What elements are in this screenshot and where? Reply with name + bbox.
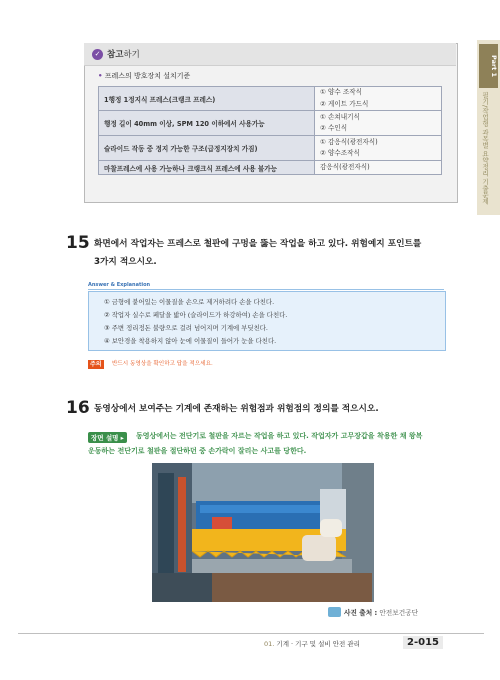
question-16-number: 16 — [66, 398, 90, 418]
question-15-text: 화면에서 작업자는 프레스로 철판에 구멍을 뚫는 작업을 하고 있다. 위험예지 포인트를 3가지 적으시오. — [94, 239, 422, 267]
note-badge: 주의 — [90, 361, 102, 368]
footer-divider — [18, 633, 484, 634]
scene-description-line2: 운동하는 전단기로 철판을 절단하던 중 손가락이 잘리는 사고를 당한다. — [88, 447, 307, 455]
table-row — [99, 87, 442, 111]
table-condition-cell: 행정 길이 40mm 이상, SPM 120 이하에서 사용가능 — [99, 111, 315, 136]
question-15-number: 15 — [66, 233, 90, 253]
table-device-cell: ① 양수 조작식 ② 게이트 가드식 — [315, 87, 442, 111]
scene-description-line1: 동영상에서는 전단기로 철판을 자르는 작업을 하고 있다. 작업자가 고무장갑을 착용한 채 왕복 — [136, 432, 423, 440]
table-condition-cell: 슬라이드 작동 중 정지 가능한 구조(급정지장치 가짐) — [99, 136, 315, 161]
answer-item: ① 금형에 붙어있는 이물질을 손으로 제거하려다 손을 다친다. — [104, 298, 275, 306]
answer-divider — [88, 289, 444, 290]
footer-chapter: 01. 기계 · 기구 및 설비 안전 관리 — [264, 640, 360, 648]
scene-description-badge: 장면 설명 ▸ — [88, 432, 127, 443]
press-guard-table — [98, 86, 442, 175]
side-tab-text: 필기/작업형 과목별 요약정리 기출문제 — [481, 92, 489, 205]
reference-subtitle: • 프레스의 방호장치 설치기준 — [98, 72, 191, 80]
question-16-text: 동영상에서 보여주는 기계에 존재하는 위험점과 위험점의 정의를 적으시오. — [94, 404, 379, 414]
table-row — [99, 161, 442, 175]
answer-item: ④ 보안경을 착용하지 않아 눈에 이물질이 들어가 눈을 다친다. — [104, 337, 277, 345]
answer-item: ③ 주변 정리정돈 불량으로 걸려 넘어지며 기계에 부딪친다. — [104, 324, 268, 332]
photo-caption: 사진 출처 : 안전보건공단 — [344, 609, 419, 617]
photo-source-icon — [328, 607, 341, 617]
answer-item: ② 작업자 실수로 페달을 밟아 (슬라이드가 하강하여) 손을 다친다. — [104, 311, 288, 319]
page-number: 2-015 — [403, 636, 443, 649]
table-device-cell: ① 감응식(광전자식) ② 양수조작식 — [315, 136, 442, 161]
answer-label: Answer & Explanation — [88, 282, 151, 288]
table-row — [99, 111, 442, 136]
shearing-machine-photo — [152, 463, 374, 602]
table-device-cell: ① 손쳐내기식 ② 수인식 — [315, 111, 442, 136]
table-condition-cell: 1행정 1정지식 프레스(크랭크 프레스) — [99, 87, 315, 111]
side-tab-part: Part 1 — [479, 44, 498, 88]
reference-title: 참고하기 — [107, 50, 140, 60]
check-circle-icon: ✓ — [92, 49, 103, 60]
note-text: 반드시 동영상을 확인하고 답을 적으세요. — [112, 361, 213, 367]
table-device-cell: 감응식(광전자식) — [315, 161, 442, 175]
table-row — [99, 136, 442, 161]
table-condition-cell: 마찰프레스에 사용 가능하나 크랭크식 프레스에 사용 불가능 — [99, 161, 315, 175]
